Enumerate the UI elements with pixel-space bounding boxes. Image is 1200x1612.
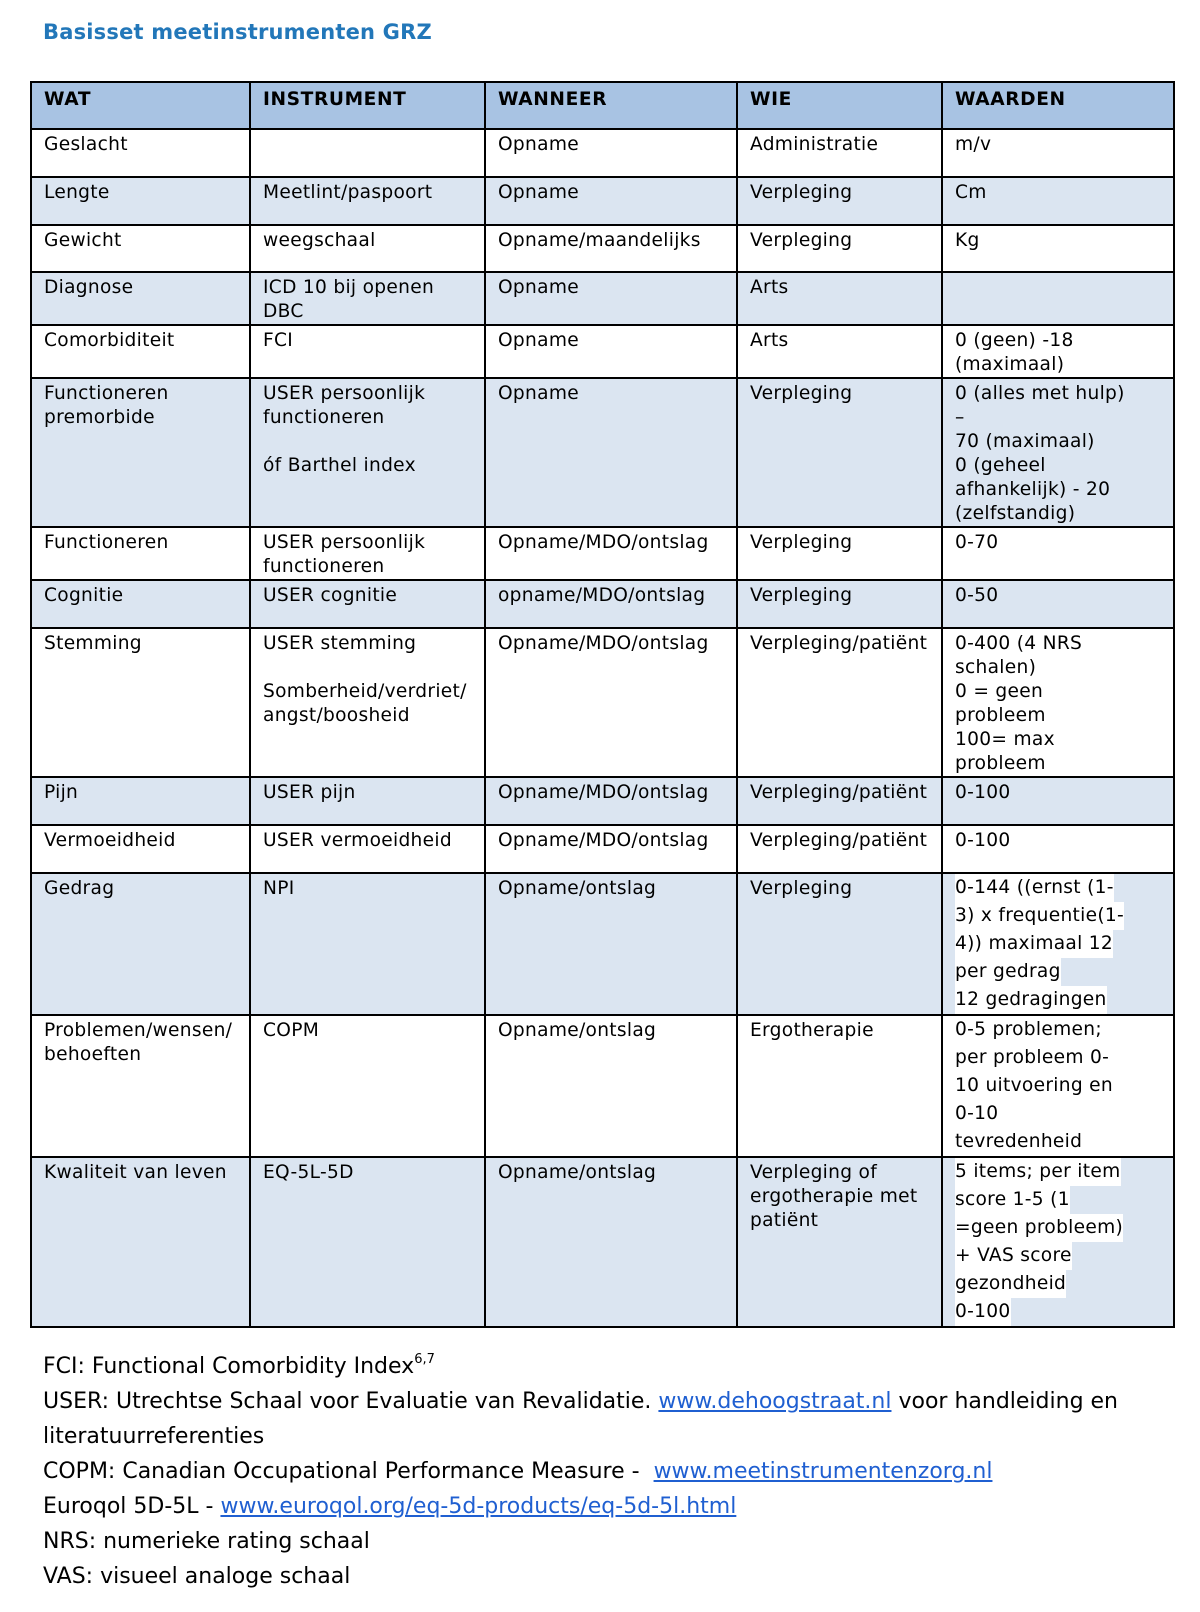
table-row <box>31 580 1174 628</box>
cell-line: Verpleging <box>750 182 853 203</box>
cell-waarden <box>942 825 1174 873</box>
cell-line: 12 gedragingen <box>955 986 1107 1014</box>
cell-wat <box>31 129 250 177</box>
cell-wanneer <box>485 177 737 225</box>
cell-line: Opname/MDO/ontslag <box>498 830 709 851</box>
cell-waarden <box>942 177 1174 225</box>
table-body <box>31 129 1174 1327</box>
table-row <box>31 628 1174 777</box>
cell-line: Stemming <box>44 633 142 654</box>
note-copm-text: COPM: Canadian Occupational Performance Measure - <box>43 1459 647 1484</box>
cell-line: 0-5 problemen; <box>955 1016 1102 1044</box>
cell-line: USER stemming <box>263 633 417 654</box>
table-row <box>31 225 1174 272</box>
cell-line: functioneren <box>263 407 385 428</box>
cell-line: Diagnose <box>44 277 134 298</box>
table-row <box>31 1015 1174 1157</box>
dehoogstraat-link[interactable]: www.dehoogstraat.nl <box>658 1389 892 1414</box>
cell-line: Opname/MDO/ontslag <box>498 782 709 803</box>
cell-wie <box>737 378 942 527</box>
cell-line: 3) x frequentie(1- <box>955 902 1124 930</box>
cell-waarden <box>942 1015 1174 1157</box>
cell-line: Opname <box>498 182 579 203</box>
cell-line: 0 (alles met hulp) <box>955 383 1125 404</box>
cell-wie <box>737 580 942 628</box>
cell-line: premorbide <box>44 407 155 428</box>
cell-waarden <box>942 129 1174 177</box>
cell-line: Opname/MDO/ontslag <box>498 532 709 553</box>
cell-line: behoeften <box>44 1044 142 1065</box>
cell-line: óf Barthel index <box>263 455 416 476</box>
cell-line: ICD 10 bij openen <box>263 277 435 298</box>
cell-wie <box>737 825 942 873</box>
cell-line: Opname/maandelijks <box>498 230 701 251</box>
cell-line: gezondheid <box>955 1270 1066 1298</box>
cell-wie <box>737 177 942 225</box>
cell-line: FCI <box>263 330 294 351</box>
header-wie: WIE <box>737 82 942 129</box>
cell-instrument <box>250 177 485 225</box>
cell-instrument <box>250 825 485 873</box>
cell-wie <box>737 129 942 177</box>
note-copm <box>43 1454 1173 1489</box>
cell-wie <box>737 225 942 272</box>
cell-wanneer <box>485 1157 737 1327</box>
cell-line: Verpleging/patiënt <box>750 633 928 654</box>
cell-line: Functioneren <box>44 532 169 553</box>
cell-line: Verpleging <box>750 230 853 251</box>
cell-line: USER cognitie <box>263 585 398 606</box>
cell-line: Verpleging <box>750 585 853 606</box>
cell-line: ergotherapie met <box>750 1186 918 1207</box>
table-row <box>31 1157 1174 1327</box>
cell-wat <box>31 177 250 225</box>
cell-line: 5 items; per item <box>955 1158 1121 1186</box>
cell-line: Cm <box>955 182 987 203</box>
cell-instrument <box>250 272 485 325</box>
cell-wat <box>31 1157 250 1327</box>
cell-waarden <box>942 628 1174 777</box>
header-instrument: INSTRUMENT <box>250 82 485 129</box>
cell-wat <box>31 825 250 873</box>
cell-wanneer <box>485 272 737 325</box>
cell-line: 0-100 <box>955 1298 1011 1326</box>
cell-wanneer <box>485 777 737 825</box>
cell-line: Arts <box>750 277 789 298</box>
cell-line: Opname <box>498 383 579 404</box>
cell-line: 0-400 (4 NRS <box>955 633 1083 654</box>
cell-instrument <box>250 325 485 378</box>
table-row <box>31 177 1174 225</box>
cell-line: Pijn <box>44 782 79 803</box>
cell-line: 0 = geen <box>955 681 1044 702</box>
cell-wie <box>737 628 942 777</box>
instruments-table <box>30 81 1175 1328</box>
table-row <box>31 873 1174 1015</box>
cell-line: 0-100 <box>955 830 1011 851</box>
cell-line <box>263 656 474 680</box>
cell-line: USER pijn <box>263 782 356 803</box>
cell-instrument <box>250 777 485 825</box>
cell-line: functioneren <box>263 556 385 577</box>
cell-line <box>263 133 474 157</box>
cell-instrument <box>250 1157 485 1327</box>
cell-line: 0 (geheel <box>955 455 1046 476</box>
cell-wie <box>737 777 942 825</box>
cell-line: Lengte <box>44 182 110 203</box>
table-row <box>31 527 1174 580</box>
cell-line: m/v <box>955 134 992 155</box>
cell-line: 100= max <box>955 729 1055 750</box>
cell-line: 0-70 <box>955 532 999 553</box>
cell-line: DBC <box>263 301 304 322</box>
cell-wat <box>31 225 250 272</box>
cell-line: 0-144 ((ernst (1- <box>955 874 1114 902</box>
cell-line: Vermoeidheid <box>44 830 176 851</box>
cell-line: 0-50 <box>955 585 999 606</box>
cell-wanneer <box>485 225 737 272</box>
note-nrs: NRS: numerieke rating schaal <box>43 1529 370 1554</box>
note-vas: VAS: visueel analoge schaal <box>43 1564 351 1589</box>
cell-line: – <box>955 407 965 428</box>
cell-instrument <box>250 580 485 628</box>
cell-line: Cognitie <box>44 585 124 606</box>
cell-line: + VAS score <box>955 1242 1072 1270</box>
cell-line: Verpleging <box>750 532 853 553</box>
cell-line: Problemen/wensen/ <box>44 1020 233 1041</box>
table-row <box>31 378 1174 527</box>
cell-waarden <box>942 527 1174 580</box>
table-header-row <box>31 82 1174 129</box>
cell-wie <box>737 873 942 1015</box>
cell-line: Verpleging <box>750 878 853 899</box>
cell-instrument <box>250 628 485 777</box>
cell-wanneer <box>485 1015 737 1157</box>
page-title: Basisset meetinstrumenten GRZ <box>43 20 432 44</box>
cell-wat <box>31 325 250 378</box>
table-row <box>31 325 1174 378</box>
cell-waarden <box>942 225 1174 272</box>
cell-line: Ergotherapie <box>750 1020 874 1041</box>
cell-line: 0-100 <box>955 782 1011 803</box>
cell-wanneer <box>485 580 737 628</box>
cell-waarden <box>942 873 1174 1015</box>
cell-waarden <box>942 378 1174 527</box>
cell-line: Functioneren <box>44 383 169 404</box>
cell-line <box>955 276 1163 300</box>
footnotes <box>43 1349 1173 1594</box>
euroqol-link[interactable]: www.euroqol.org/eq-5d-products/eq-5d-5l.html <box>220 1494 737 1519</box>
cell-wanneer <box>485 527 737 580</box>
cell-line: opname/MDO/ontslag <box>498 585 706 606</box>
cell-line: NPI <box>263 878 295 899</box>
cell-wanneer <box>485 873 737 1015</box>
note-fci-sup: 6,7 <box>414 1352 435 1367</box>
cell-line: probleem <box>955 753 1046 774</box>
cell-line: Gedrag <box>44 878 115 899</box>
cell-line: patiënt <box>750 1210 819 1231</box>
cell-line: Somberheid/verdriet/ <box>263 681 467 702</box>
cell-line: 10 uitvoering en <box>955 1072 1113 1100</box>
cell-line: Opname/ontslag <box>498 1020 657 1041</box>
cell-wat <box>31 580 250 628</box>
note-user-line2: literatuurreferenties <box>43 1424 265 1449</box>
cell-wat <box>31 873 250 1015</box>
cell-line: probleem <box>955 705 1046 726</box>
cell-wie <box>737 1015 942 1157</box>
note-fci <box>43 1349 1173 1384</box>
cell-line: Meetlint/paspoort <box>263 182 433 203</box>
cell-line: Opname/ontslag <box>498 878 657 899</box>
cell-line: Kg <box>955 230 980 251</box>
cell-line: Comorbiditeit <box>44 330 175 351</box>
cell-line: Verpleging/patiënt <box>750 782 928 803</box>
cell-line: Administratie <box>750 134 879 155</box>
cell-line: 0-10 <box>955 1100 998 1128</box>
cell-line: Verpleging/patiënt <box>750 830 928 851</box>
cell-waarden <box>942 580 1174 628</box>
cell-line: (maximaal) <box>955 354 1065 375</box>
cell-wanneer <box>485 325 737 378</box>
cell-wat <box>31 777 250 825</box>
cell-line: weegschaal <box>263 230 376 251</box>
cell-wanneer <box>485 378 737 527</box>
cell-line: EQ-5L-5D <box>263 1162 354 1183</box>
cell-line: score 1-5 (1 <box>955 1186 1070 1214</box>
cell-instrument <box>250 527 485 580</box>
cell-line: angst/boosheid <box>263 705 410 726</box>
cell-line: USER persoonlijk <box>263 383 426 404</box>
cell-wanneer <box>485 825 737 873</box>
cell-wie <box>737 1157 942 1327</box>
cell-wie <box>737 527 942 580</box>
cell-line: Verpleging <box>750 383 853 404</box>
table-row <box>31 777 1174 825</box>
cell-line: =geen probleem) <box>955 1214 1123 1242</box>
note-euroqol-text: Euroqol 5D-5L - <box>43 1494 221 1519</box>
header-wat: WAT <box>31 82 250 129</box>
cell-line: Geslacht <box>44 134 128 155</box>
cell-line: Opname/MDO/ontslag <box>498 633 709 654</box>
note-fci-text: FCI: Functional Comorbidity Index <box>43 1354 415 1379</box>
cell-instrument <box>250 1015 485 1157</box>
cell-line: tevredenheid <box>955 1128 1082 1156</box>
cell-line: afhankelijk) - 20 <box>955 479 1111 500</box>
cell-wat <box>31 1015 250 1157</box>
cell-waarden <box>942 1157 1174 1327</box>
cell-line: per gedrag <box>955 958 1061 986</box>
cell-line <box>263 430 474 454</box>
cell-waarden <box>942 272 1174 325</box>
cell-wanneer <box>485 129 737 177</box>
cell-line: Verpleging of <box>750 1162 878 1183</box>
cell-wat <box>31 272 250 325</box>
cell-instrument <box>250 225 485 272</box>
cell-line: 0 (geen) -18 <box>955 330 1074 351</box>
table-row <box>31 272 1174 325</box>
cell-line: COPM <box>263 1020 320 1041</box>
cell-waarden <box>942 777 1174 825</box>
note-user-text: USER: Utrechtse Schaal voor Evaluatie van Revalidatie. <box>43 1389 659 1414</box>
table-row <box>31 825 1174 873</box>
cell-line: (zelfstandig) <box>955 503 1076 524</box>
meetinstrumentenzorg-link[interactable]: www.meetinstrumentenzorg.nl <box>653 1459 993 1484</box>
cell-line: 4)) maximaal 12 <box>955 930 1113 958</box>
header-waarden: WAARDEN <box>942 82 1174 129</box>
header-wanneer: WANNEER <box>485 82 737 129</box>
cell-line: Opname <box>498 134 579 155</box>
table-row <box>31 129 1174 177</box>
cell-line: Opname <box>498 277 579 298</box>
cell-wie <box>737 272 942 325</box>
cell-line: Kwaliteit van leven <box>44 1162 227 1183</box>
cell-line: schalen) <box>955 657 1037 678</box>
cell-wat <box>31 527 250 580</box>
cell-wat <box>31 378 250 527</box>
cell-line: Gewicht <box>44 230 122 251</box>
cell-line: Arts <box>750 330 789 351</box>
cell-line: per probleem 0- <box>955 1044 1109 1072</box>
cell-instrument <box>250 873 485 1015</box>
cell-wanneer <box>485 628 737 777</box>
note-user-after: voor handleiding en <box>891 1389 1119 1414</box>
cell-instrument <box>250 378 485 527</box>
cell-wie <box>737 325 942 378</box>
note-euroqol <box>43 1489 1173 1524</box>
cell-wat <box>31 628 250 777</box>
note-user <box>43 1384 1173 1419</box>
cell-line: 70 (maximaal) <box>955 431 1095 452</box>
cell-line: Opname <box>498 330 579 351</box>
cell-line: USER persoonlijk <box>263 532 426 553</box>
cell-line: Opname/ontslag <box>498 1162 657 1183</box>
cell-waarden <box>942 325 1174 378</box>
cell-line: USER vermoeidheid <box>263 830 452 851</box>
cell-instrument <box>250 129 485 177</box>
